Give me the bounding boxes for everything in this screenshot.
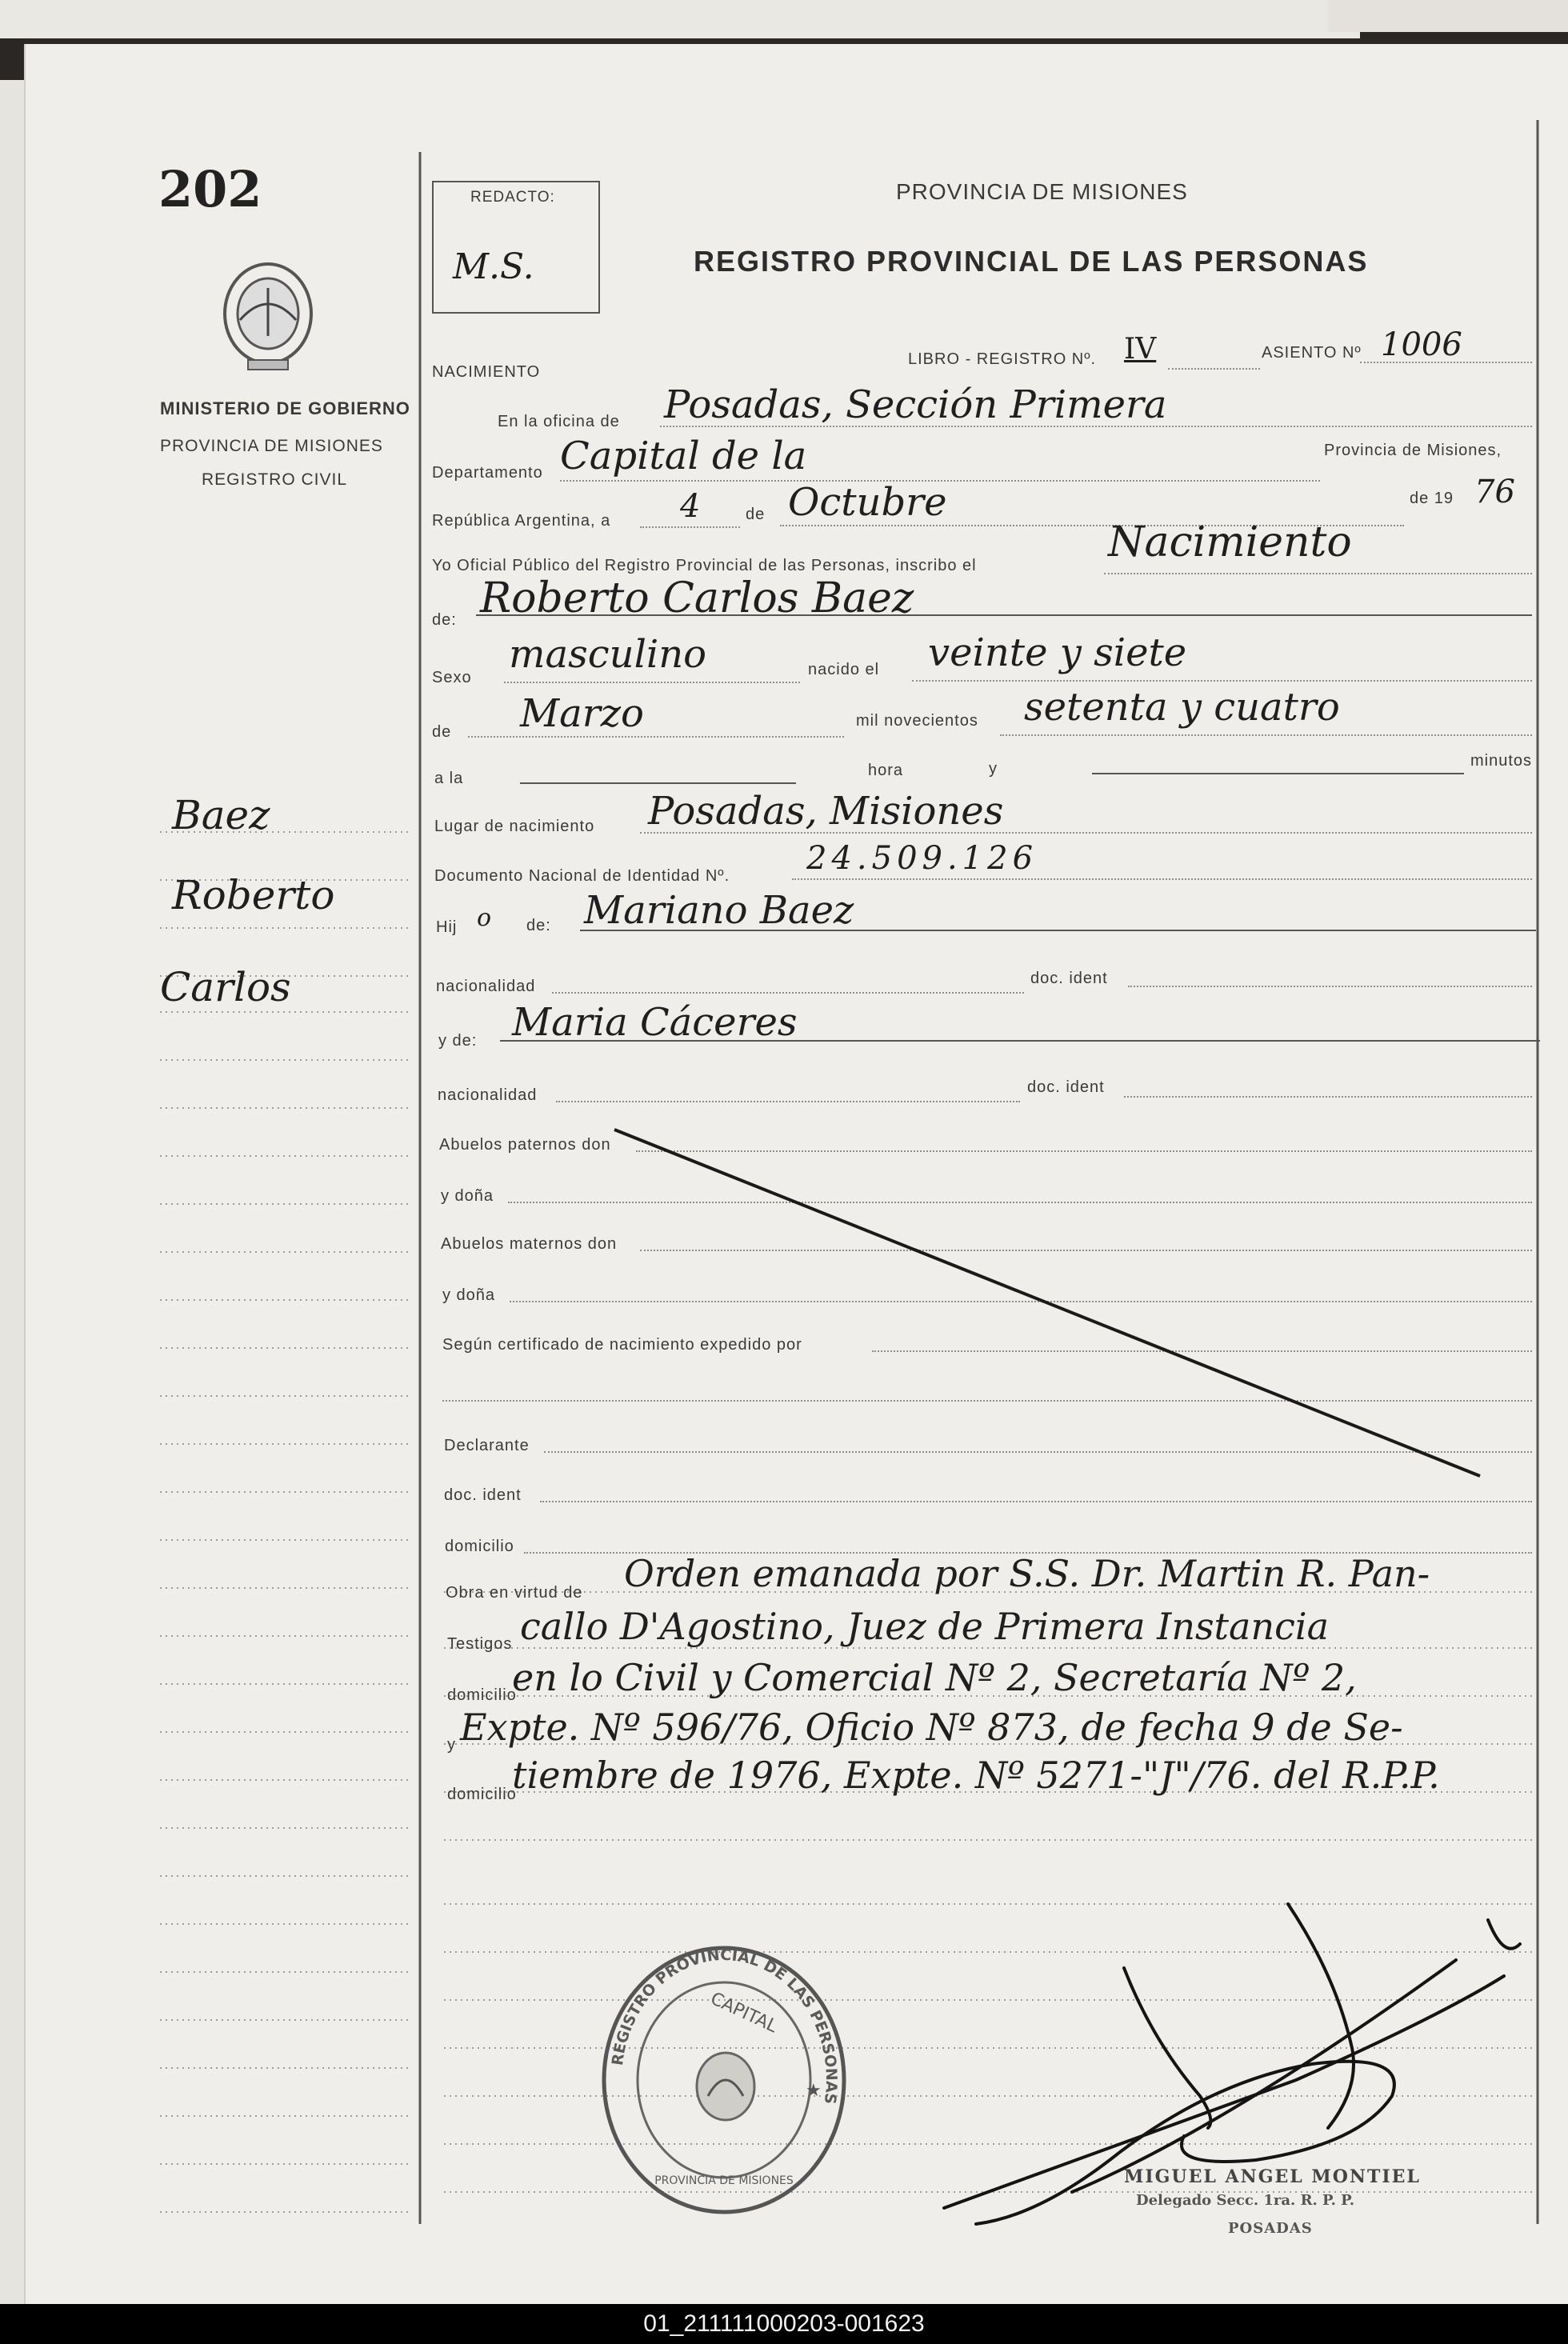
domicilio-label-2: domicilio [447,1786,517,1803]
signatory-city: POSADAS [1228,2220,1313,2237]
image-caption: 01_211111000203-001623 [0,2304,1568,2344]
asiento-value: 1006 [1381,326,1462,363]
header-province: PROVINCIA DE MISIONES [896,179,1188,204]
abuelos-paternos-label: Abuelos paternos don [439,1136,611,1154]
official-signature [880,1888,1552,2240]
redacto-label: REDACTO: [470,189,555,206]
republica-label: República Argentina, a [432,512,611,530]
hij-de-label: de: [526,917,551,934]
mil-novecientos-label: mil novecientos [856,712,978,730]
obra-line-1: Orden emanada por S.S. Dr. Martin R. Pan- [624,1552,1430,1595]
nacimiento-label: NACIMIENTO [432,363,541,381]
docident-declarante-label: doc. ident [444,1486,522,1504]
padre-value: Mariano Baez [584,888,854,933]
nacido-value: veinte y siete [928,630,1187,675]
segun-certificado-label: Según certificado de nacimiento expedido por [442,1336,802,1354]
hij-value: o [477,904,492,932]
ministry-province: PROVINCIA DE MISIONES [160,437,383,455]
de-label: de [746,506,766,523]
acto-value: Nacimiento [1108,518,1352,566]
declarante-label: Declarante [444,1437,530,1454]
redacto-initials: M.S. [453,246,534,287]
signatory-role: Delegado Secc. 1ra. R. P. P. [1136,2192,1354,2209]
obra-line-5: tiembre de 1976, Expte. Nº 5271-"J"/76. del R.P.P. [512,1754,1440,1797]
registrant-name: Roberto Carlos Baez [480,574,914,622]
day-value: 4 [680,488,701,525]
stamp-star: ★ [806,2081,822,2101]
stamp-ring-text: REGISTRO PROVINCIAL DE LAS PERSONAS [608,1946,841,2106]
asiento-label: ASIENTO Nº [1262,344,1362,362]
nacido-label: nacido el [808,661,880,678]
ministry-registry: REGISTRO CIVIL [202,470,348,489]
signatory-name: MIGUEL ANGEL MONTIEL [1124,2166,1421,2187]
departamento-value: Capital de la [560,434,807,478]
ydona-materna-label: y doña [442,1286,496,1304]
y-label: y [989,760,998,778]
madre-value: Maria Cáceres [512,1000,798,1045]
ala-label: a la [434,770,464,787]
ydona-paterna-label: y doña [441,1187,494,1205]
mes-value: Marzo [520,691,644,736]
y-short-label: y [447,1736,456,1754]
official-stamp [596,1944,852,2216]
stamp-center-text: CAPITAL [707,1988,781,2038]
margin-given-name-1: Roberto [172,872,335,918]
provincia-label: Provincia de Misiones, [1324,442,1502,459]
hij-label: Hij [436,918,458,936]
margin-given-name-2: Carlos [160,964,291,1010]
stamp-bottom-text: PROVINCIA DE MISIONES [654,2174,794,2187]
departamento-label: Departamento [432,464,543,482]
header-title: REGISTRO PROVINCIAL DE LAS PERSONAS [694,245,1369,278]
oficina-value: Posadas, Sección Primera [664,382,1167,427]
obra-line-2: callo D'Agostino, Juez de Primera Instancia [520,1605,1329,1648]
nacionalidad-madre-label: nacionalidad [438,1086,538,1104]
page-number: 202 [158,160,262,218]
year-value: 76 [1474,474,1515,510]
de3-label: de [432,723,452,741]
obra-line-4: Expte. Nº 596/76, Oficio Nº 873, de fecha 9 de Se- [460,1706,1403,1749]
dni-label: Documento Nacional de Identidad Nº. [434,867,730,885]
docident-padre-label: doc. ident [1030,970,1108,987]
obra-line-3: en lo Civil y Comercial Nº 2, Secretaría Nº 2, [512,1656,1357,1699]
anio-value: setenta y cuatro [1024,685,1340,730]
lugar-value: Posadas, Misiones [648,789,1004,834]
minutos-label: minutos [1470,752,1533,770]
yo-oficial-label: Yo Oficial Público del Registro Provincial de las Personas, inscribo el [432,557,977,574]
obra-label: Obra en virtud de [446,1584,583,1602]
libro-value: IV [1124,333,1157,366]
margin-surname: Baez [172,792,270,838]
lugar-label: Lugar de nacimiento [434,818,595,835]
docident-madre-label: doc. ident [1027,1078,1105,1096]
abuelos-maternos-label: Abuelos maternos don [441,1235,618,1253]
ministry-title: MINISTERIO DE GOBIERNO [160,398,410,418]
testigos-label: Testigos [447,1635,513,1653]
yde-label: y de: [438,1032,478,1050]
domicilio-declarante-label: domicilio [445,1538,514,1555]
sexo-label: Sexo [432,669,472,686]
oficina-label: En la oficina de [498,413,620,430]
dni-value: 24.509.126 [806,840,1038,877]
hora-label: hora [868,762,904,779]
sexo-value: masculino [509,632,707,677]
nacionalidad-padre-label: nacionalidad [436,978,536,995]
domicilio-label-1: domicilio [447,1686,517,1704]
de2-label: de: [432,611,457,629]
libro-label: LIBRO - REGISTRO Nº. [908,350,1097,368]
year-label: de 19 [1410,490,1454,507]
month-value: Octubre [788,480,947,525]
